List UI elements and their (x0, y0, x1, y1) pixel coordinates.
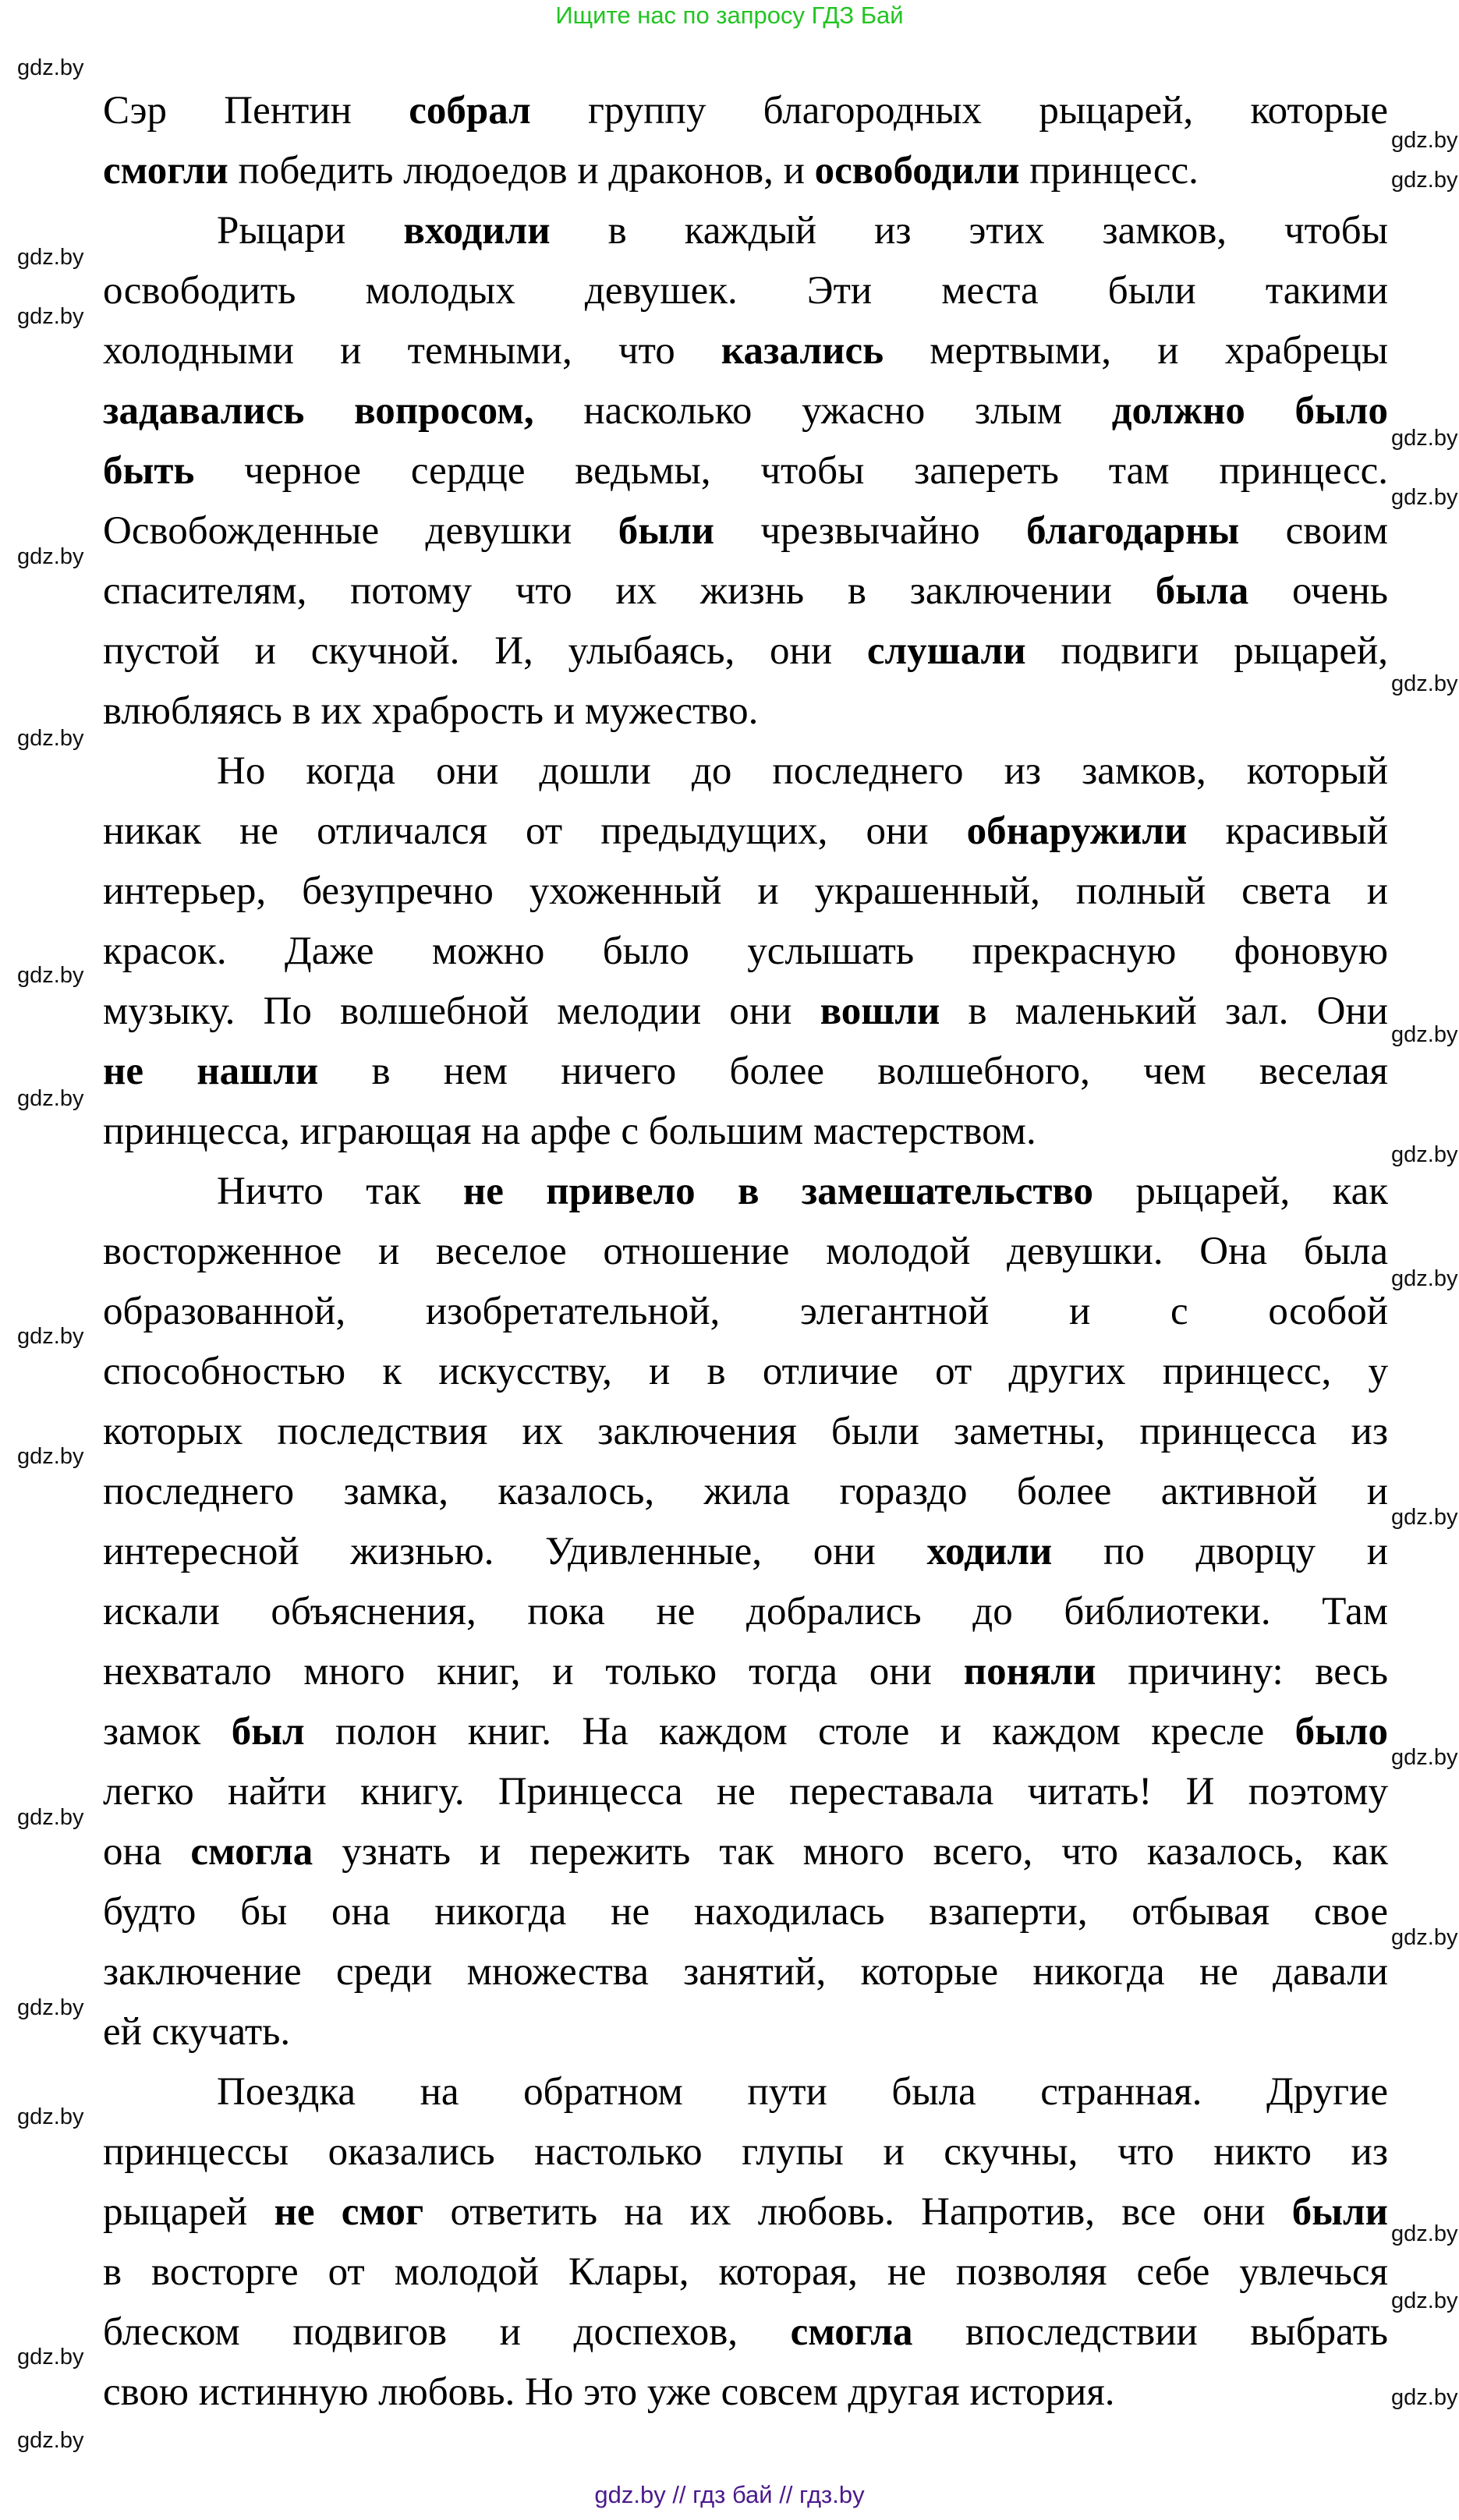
text-line (103, 508, 1388, 568)
watermark: gdz.by (1391, 128, 1458, 153)
text-line (103, 448, 1388, 508)
watermark: gdz.by (1391, 2221, 1458, 2246)
bold-verb: не привело в замешательство (462, 1170, 1094, 1213)
text-line (103, 2069, 1388, 2129)
bold-verb: смогла (190, 1830, 313, 1874)
text-line (103, 1348, 1388, 1408)
bold-verb: смогли (103, 149, 228, 193)
text-line (103, 1948, 1388, 2009)
watermark: gdz.by (17, 963, 84, 988)
text-run: Ничто так (217, 1170, 463, 1213)
watermark: gdz.by (17, 2428, 84, 2453)
text-line (103, 688, 1388, 748)
text-run: легко найти книгу. Принцесса не переставала читать! И поэтому (103, 1770, 1388, 1814)
text-run: своим (1239, 509, 1388, 553)
document-body (103, 87, 1388, 2429)
bold-verb: был (231, 1710, 305, 1754)
text-line (103, 1408, 1388, 1468)
bold-verb: были (1291, 2190, 1388, 2234)
watermark: gdz.by (1391, 168, 1458, 193)
watermark: gdz.by (17, 2104, 84, 2129)
text-run: насколько ужасно злым (533, 389, 1112, 433)
bold-verb: смогла (790, 2310, 913, 2354)
text-line (103, 1648, 1388, 1708)
text-line (103, 1468, 1388, 1528)
bold-verb: казались (721, 329, 884, 373)
text-line (103, 628, 1388, 688)
footer-banner: gdz.by // гдз бай // гдз.by (594, 2481, 865, 2508)
watermark: gdz.by (17, 726, 84, 751)
text-line (103, 87, 1388, 147)
text-run: Но когда они дошли до последнего из замков, который (217, 749, 1388, 793)
watermark: gdz.by (1391, 1925, 1458, 1950)
text-line (103, 748, 1388, 808)
search-banner: Ищите нас по запросу ГДЗ Бай (555, 2, 904, 29)
text-line (103, 1108, 1388, 1168)
bold-verb: не нашли (103, 1049, 319, 1093)
bold-verb: должно было (1111, 389, 1388, 433)
watermark: gdz.by (1391, 1142, 1458, 1167)
text-run: нехватало много книг, и только тогда они (103, 1650, 964, 1694)
text-run: освободить молодых девушек. Эти места были такими (103, 269, 1388, 313)
watermark: gdz.by (1391, 1266, 1458, 1291)
text-line (103, 2369, 1388, 2429)
bold-verb: обнаружили (966, 809, 1188, 853)
text-run: в восторге от молодой Клары, которая, не позволяя себе увлечься (103, 2250, 1388, 2294)
text-run: принцесса, играющая на арфе с большим мастерством. (103, 1110, 1036, 1153)
watermark: gdz.by (17, 245, 84, 270)
bold-verb: поняли (963, 1650, 1096, 1694)
text-run: заключение среди множества занятий, которые никогда не давали (103, 1950, 1388, 1994)
text-line (103, 1288, 1388, 1348)
watermark: gdz.by (1391, 1022, 1458, 1047)
text-run: замок (103, 1710, 232, 1754)
text-line (103, 568, 1388, 628)
text-line (103, 1888, 1388, 1948)
watermark: gdz.by (1391, 485, 1458, 510)
text-run: в нем ничего более волшебного, чем веселая (318, 1049, 1388, 1093)
text-run: пустой и скучной. И, улыбаясь, они (103, 629, 867, 673)
bold-verb: собрал (409, 89, 531, 133)
text-run: интересной жизнью. Удивленные, они (103, 1530, 927, 1573)
text-run: рыцарей (103, 2190, 274, 2234)
text-run: очень (1248, 569, 1388, 613)
text-line (103, 2309, 1388, 2369)
text-line (103, 1588, 1388, 1648)
watermark: gdz.by (17, 1324, 84, 1349)
text-run: блеском подвигов и доспехов, (103, 2310, 791, 2354)
text-line (103, 1828, 1388, 1888)
watermark: gdz.by (17, 55, 84, 80)
text-line (103, 1708, 1388, 1768)
text-run: причину: весь (1096, 1650, 1388, 1694)
text-run: черное сердце ведьмы, чтобы запереть там принцесс. (194, 449, 1388, 493)
bold-verb: ходили (926, 1530, 1053, 1573)
text-run: принцесс. (1019, 149, 1199, 193)
text-run: Поездка на обратном пути была странная. Другие (217, 2070, 1388, 2114)
text-line (103, 2129, 1388, 2189)
text-line (103, 2249, 1388, 2309)
text-line (103, 808, 1388, 868)
text-run: Сэр Пентин (103, 89, 409, 133)
text-line (103, 388, 1388, 448)
bold-verb: освободили (814, 149, 1020, 193)
watermark: gdz.by (17, 1086, 84, 1111)
text-line (103, 1228, 1388, 1288)
text-run: впоследствии выбрать (912, 2310, 1388, 2354)
watermark: gdz.by (17, 304, 84, 329)
bold-verb: не смог (274, 2190, 424, 2234)
text-line (103, 928, 1388, 988)
text-run: восторженное и веселое отношение молодой девушки. Она была (103, 1230, 1388, 1273)
text-run: Рыцари (217, 209, 404, 253)
text-line (103, 147, 1388, 207)
watermark: gdz.by (1391, 2385, 1458, 2410)
watermark: gdz.by (1391, 1505, 1458, 1530)
text-run: победить людоедов и драконов, и (228, 149, 815, 193)
text-line (103, 1768, 1388, 1828)
text-run: никак не отличался от предыдущих, они (103, 809, 967, 853)
text-run: по дворцу и (1052, 1530, 1388, 1573)
text-line (103, 327, 1388, 388)
text-run: которых последствия их заключения были заметны, принцесса из (103, 1410, 1388, 1453)
text-run: красок. Даже можно было услышать прекрасную фоновую (103, 929, 1388, 973)
text-run: мертвыми, и храбрецы (884, 329, 1388, 373)
watermark: gdz.by (1391, 426, 1458, 451)
text-run: чрезвычайно (714, 509, 1027, 553)
text-line (103, 1048, 1388, 1108)
bold-verb: были (618, 509, 715, 553)
text-line (103, 868, 1388, 928)
text-run: музыку. По волшебной мелодии они (103, 989, 820, 1033)
text-run: спасителям, потому что их жизнь в заключении (103, 569, 1156, 613)
text-line (103, 267, 1388, 327)
text-run: группу благородных рыцарей, которые (530, 89, 1388, 133)
bold-verb: слушали (866, 629, 1026, 673)
watermark: gdz.by (17, 544, 84, 569)
text-run: ответить на их любовь. Напротив, все они (423, 2190, 1292, 2234)
watermark: gdz.by (17, 2345, 84, 2370)
text-run: красивый (1187, 809, 1388, 853)
text-run: образованной, изобретательной, элегантной и с особой (103, 1290, 1388, 1333)
text-run: свою истинную любовь. Но это уже совсем другая история. (103, 2370, 1115, 2414)
text-line (103, 2189, 1388, 2249)
bold-verb: вошли (820, 989, 940, 1033)
bold-verb: было (1294, 1710, 1388, 1754)
bold-verb: была (1155, 569, 1249, 613)
text-line (103, 1528, 1388, 1588)
watermark: gdz.by (17, 1444, 84, 1469)
watermark: gdz.by (1391, 1745, 1458, 1770)
text-run: ей скучать. (103, 2010, 291, 2054)
text-run: Освобожденные девушки (103, 509, 618, 553)
text-run: узнать и пережить так много всего, что казалось, как (313, 1830, 1388, 1874)
text-line (103, 1168, 1388, 1228)
text-run: в каждый из этих замков, чтобы (550, 209, 1388, 253)
text-run: последнего замка, казалось, жила гораздо более активной и (103, 1470, 1388, 1513)
text-run: рыцарей, как (1093, 1170, 1388, 1213)
watermark: gdz.by (1391, 2288, 1458, 2313)
watermark: gdz.by (1391, 671, 1458, 696)
text-run: интерьер, безупречно ухоженный и украшенный, полный света и (103, 869, 1388, 913)
text-run: холодными и темными, что (103, 329, 721, 373)
text-line (103, 207, 1388, 267)
bold-verb: быть (103, 449, 195, 493)
text-run: искали объяснения, пока не добрались до библиотеки. Там (103, 1590, 1388, 1633)
text-run: в маленький зал. Они (940, 989, 1388, 1033)
text-run: подвиги рыцарей, (1025, 629, 1388, 673)
text-run: способностью к искусству, и в отличие от других принцесс, у (103, 1350, 1388, 1393)
text-line (103, 988, 1388, 1048)
text-run: будто бы она никогда не находилась взаперти, отбывая свое (103, 1890, 1388, 1934)
bold-verb: благодарны (1026, 509, 1240, 553)
watermark: gdz.by (17, 1805, 84, 1830)
text-run: она (103, 1830, 191, 1874)
text-line (103, 2009, 1388, 2069)
watermark: gdz.by (17, 1995, 84, 2020)
text-run: влюбляясь в их храбрость и мужество. (103, 689, 759, 733)
bold-verb: входили (403, 209, 551, 253)
text-run: принцессы оказались настолько глупы и скучны, что никто из (103, 2130, 1388, 2174)
text-run: полон книг. На каждом столе и каждом кресле (304, 1710, 1295, 1754)
bold-verb: задавались вопросом, (103, 389, 534, 433)
